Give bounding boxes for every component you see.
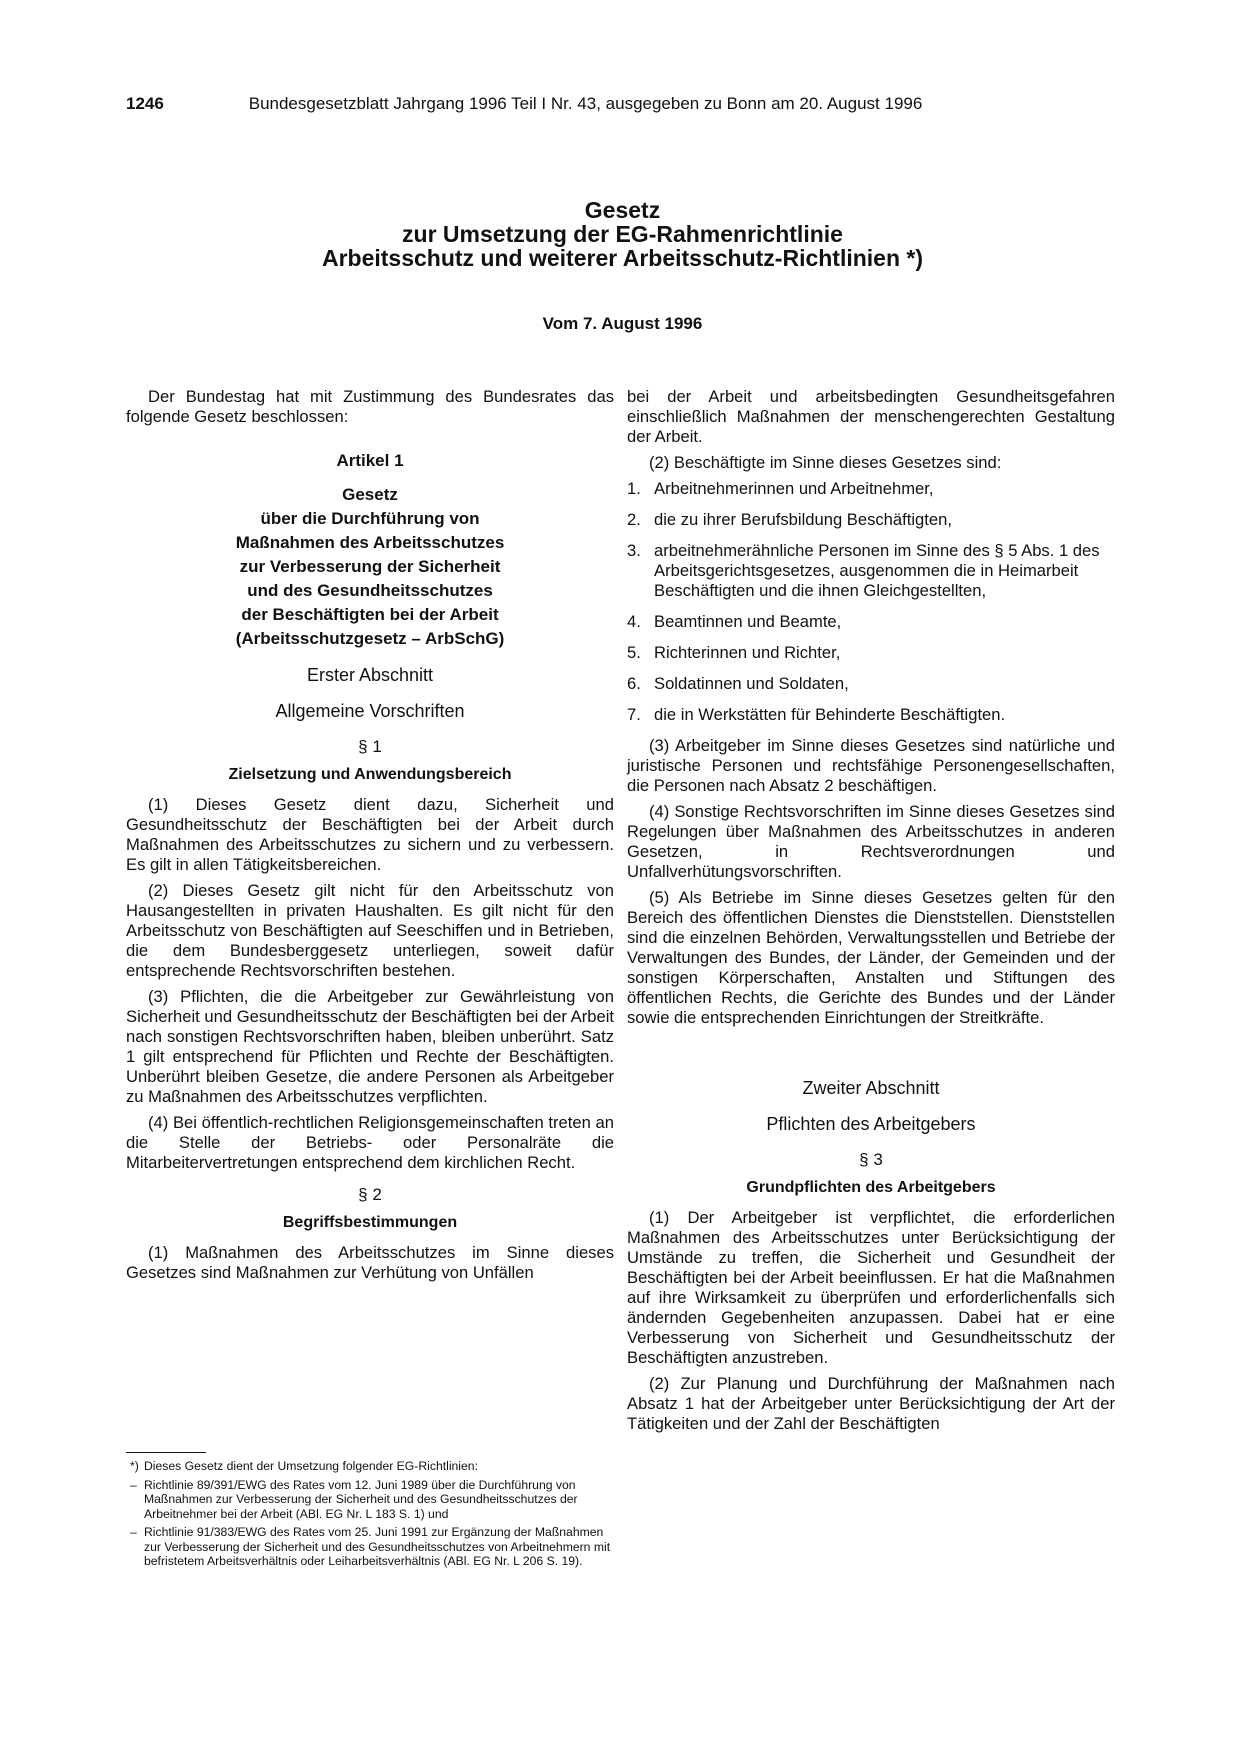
list-item-number: 4. <box>627 612 641 631</box>
paragraph-text: (3) Pflichten, die die Arbeitgeber zur Gewährleistung von Sicherheit und Gesundheitsschutz der Beschäftigten bei der Arbeit nach sonstigen Rechtsvorschriften haben, bleiben unberührt. Satz 1 gilt entsprechend für Pflichten und Rechte der Beschäftigten. Unberührt bleiben Gesetze, die andere Personen als Arbeitgeber zu Maßnahmen des Arbeitsschutzes verpflichten. <box>126 987 614 1106</box>
section-1-heading: Erster Abschnitt <box>306 665 434 685</box>
arbschg-title <box>126 483 614 651</box>
paragraph-text: (1) Dieses Gesetz dient dazu, Sicherheit und Gesundheitsschutz der Beschäftigten bei der Arbeit durch Maßnahmen des Arbeitsschutzes zu sichern und zu verbessern. Es gilt in allen Tätigkeitsbereichen. <box>126 795 614 874</box>
footnote-divider <box>126 1452 206 1453</box>
definitions-list <box>627 479 1115 725</box>
list-item <box>627 705 1115 725</box>
paragraph-1-title: Zielsetzung und Anwendungsbereich <box>228 766 512 783</box>
page-number: 1246 <box>126 94 164 113</box>
page-header <box>126 94 1026 114</box>
section-2-title: Pflichten des Arbeitgebers <box>766 1114 976 1134</box>
arbschg-title-line: Maßnahmen des Arbeitsschutzes <box>235 533 505 552</box>
list-item <box>627 643 1115 663</box>
paragraph-text: (3) Arbeitgeber im Sinne dieses Gesetzes sind natürliche und juristische Personen und rechtsfähige Personengesellschaften, die Personen nach Absatz 2 beschäftigen. <box>627 736 1115 795</box>
arbschg-title-line: Gesetz <box>342 485 398 504</box>
law-date: Vom 7. August 1996 <box>542 314 703 333</box>
paragraph-text: (1) Maßnahmen des Arbeitsschutzes im Sinne dieses Gesetzes sind Maßnahmen zur Verhütung von Unfällen <box>126 1243 614 1282</box>
paragraph-text: (2) Beschäftigte im Sinne dieses Gesetzes sind: <box>649 453 1002 472</box>
section-spacer <box>627 1034 1115 1072</box>
paragraph-text: (1) Der Arbeitgeber ist verpflichtet, die erforderlichen Maßnahmen des Arbeitsschutzes unter Berücksichtigung der Umstände zu treffen, die Sicherheit und Gesundheit der Beschäftigten bei der Arbeit beeinflussen. Er hat die Maßnahmen auf ihre Wirksamkeit zu überprüfen und erforderlichenfalls sich ändernden Gegebenheiten anzupassen. Dabei hat er eine Verbesserung von Sicherheit und Gesundheitsschutz der Beschäftigten anzustreben. <box>627 1208 1115 1367</box>
list-item <box>627 541 1115 601</box>
list-item <box>627 674 1115 694</box>
section-2-heading: Zweiter Abschnitt <box>802 1078 940 1098</box>
publication-line: Bundesgesetzblatt Jahrgang 1996 Teil I Nr. 43, ausgegeben zu Bonn am 20. August 1996 <box>248 94 923 113</box>
paragraph-text: (5) Als Betriebe im Sinne dieses Gesetzes gelten für den Bereich des öffentlichen Dienstes die Dienststellen. Dienststellen sind die einzelnen Behörden, Verwaltungsstellen und Betriebe der Verwaltungen des Bundes, der Länder, der Gemeinden und der sonstigen Körperschaften, Anstalten und Stiftungen des öffentlichen Rechts, die Gerichte des Bundes und der Länder sowie die entsprechenden Einrichtungen der Streitkräfte. <box>627 888 1115 1027</box>
dash-glyph: – <box>130 1525 137 1539</box>
list-item-text: Arbeitnehmerinnen und Arbeitnehmer, <box>654 479 934 498</box>
list-item <box>627 612 1115 632</box>
paragraph-2-sign: § 2 <box>358 1185 382 1204</box>
list-item <box>627 479 1115 499</box>
list-item-number: 1. <box>627 479 641 498</box>
law-title-line-2: zur Umsetzung der EG-Rahmenrichtlinie <box>402 221 843 247</box>
list-item-text: Soldatinnen und Soldaten, <box>654 674 849 693</box>
left-column <box>126 387 614 1289</box>
list-item <box>627 510 1115 530</box>
arbschg-title-line: der Beschäftigten bei der Arbeit <box>241 605 499 624</box>
right-column <box>627 387 1115 1440</box>
preamble: Der Bundestag hat mit Zustimmung des Bundesrates das folgende Gesetz beschlossen: <box>126 387 614 426</box>
footnote <box>126 1452 614 1573</box>
footnote-intro <box>126 1459 614 1474</box>
footnote-mark: *) <box>130 1459 139 1473</box>
section-1-title: Allgemeine Vorschriften <box>275 701 465 721</box>
list-item-number: 6. <box>627 674 641 693</box>
list-item-number: 2. <box>627 510 641 529</box>
paragraph-text-continued: bei der Arbeit und arbeitsbedingten Gesundheitsgefahren einschließlich Maßnahmen der menschengerechten Gestaltung der Arbeit. <box>627 387 1115 446</box>
list-item-text: Beamtinnen und Beamte, <box>654 612 842 631</box>
footnote-entry-text: Richtlinie 89/391/EWG des Rates vom 12. Juni 1989 über die Durchführung von Maßnahmen zur Verbesserung der Sicherheit und des Gesundheitsschutzes der Arbeitnehmer bei der Arbeit (ABl. EG Nr. L 183 S. 1) und <box>144 1477 578 1521</box>
list-item-number: 5. <box>627 643 641 662</box>
law-title-line-3: Arbeitsschutz und weiterer Arbeitsschutz-Richtlinien *) <box>321 245 924 271</box>
arbschg-title-line: über die Durchführung von <box>260 509 480 528</box>
footnote-entry <box>126 1525 614 1569</box>
arbschg-title-line: (Arbeitsschutzgesetz – ArbSchG) <box>235 629 505 648</box>
law-title-line-1: Gesetz <box>584 197 661 223</box>
artikel-heading: Artikel 1 <box>336 451 404 470</box>
list-item-text: die in Werkstätten für Behinderte Beschäftigten. <box>654 705 1006 724</box>
law-title <box>160 198 1085 270</box>
list-item-number: 7. <box>627 705 641 724</box>
list-item-text: arbeitnehmerähnliche Personen im Sinne des § 5 Abs. 1 des Arbeitsgerichtsgesetzes, ausgenommen die in Heimarbeit Beschäftigten und die ihnen Gleichgestellten, <box>654 541 1100 600</box>
arbschg-title-line: zur Verbesserung der Sicherheit <box>239 557 501 576</box>
paragraph-text: (2) Zur Planung und Durchführung der Maßnahmen nach Absatz 1 hat der Arbeitgeber unter Berücksichtigung der Art der Tätigkeiten und der Zahl der Beschäftigten <box>627 1374 1115 1433</box>
list-item-text: die zu ihrer Berufsbildung Beschäftigten, <box>654 510 952 529</box>
dash-glyph: – <box>130 1477 137 1492</box>
paragraph-text: (2) Dieses Gesetz gilt nicht für den Arbeitsschutz von Hausangestellten in privaten Haushalten. Es gilt nicht für den Arbeitsschutz von Beschäftigten auf Seeschiffen und in Betrieben, die dem Bundesberggesetz unterliegen, soweit dafür entsprechende Rechtsvorschriften bestehen. <box>126 881 614 980</box>
footnote-entry-text: Richtlinie 91/383/EWG des Rates vom 25. Juni 1991 zur Ergänzung der Maßnahmen zur Verbesserung der Sicherheit und des Gesundheitsschutzes von Arbeitnehmern mit befristetem Arbeitsverhältnis oder Leiharbeitsverhältnis (ABl. EG Nr. L 206 S. 19). <box>144 1525 611 1568</box>
list-item-text: Richterinnen und Richter, <box>654 643 841 662</box>
paragraph-1-sign: § 1 <box>358 737 382 756</box>
list-item-number: 3. <box>627 541 641 560</box>
paragraph-3-title: Grundpflichten des Arbeitgebers <box>746 1179 996 1196</box>
paragraph-2-title: Begriffsbestimmungen <box>282 1214 458 1231</box>
arbschg-title-line: und des Gesundheitsschutzes <box>247 581 493 600</box>
paragraph-3-sign: § 3 <box>859 1150 883 1169</box>
footnote-intro-text: Dieses Gesetz dient der Umsetzung folgender EG-Richtlinien: <box>144 1459 478 1473</box>
paragraph-text: (4) Sonstige Rechtsvorschriften im Sinne dieses Gesetzes sind Regelungen über Maßnahmen des Arbeitsschutzes in anderen Gesetzen, in Rechtsverordnungen und Unfallverhütungsvorschriften. <box>627 802 1115 881</box>
paragraph-text: (4) Bei öffentlich-rechtlichen Religionsgemeinschaften treten an die Stelle der Betriebs- oder Personalräte die Mitarbeitervertretungen entsprechend dem kirchlichen Recht. <box>126 1113 614 1172</box>
footnote-entry <box>126 1478 614 1522</box>
